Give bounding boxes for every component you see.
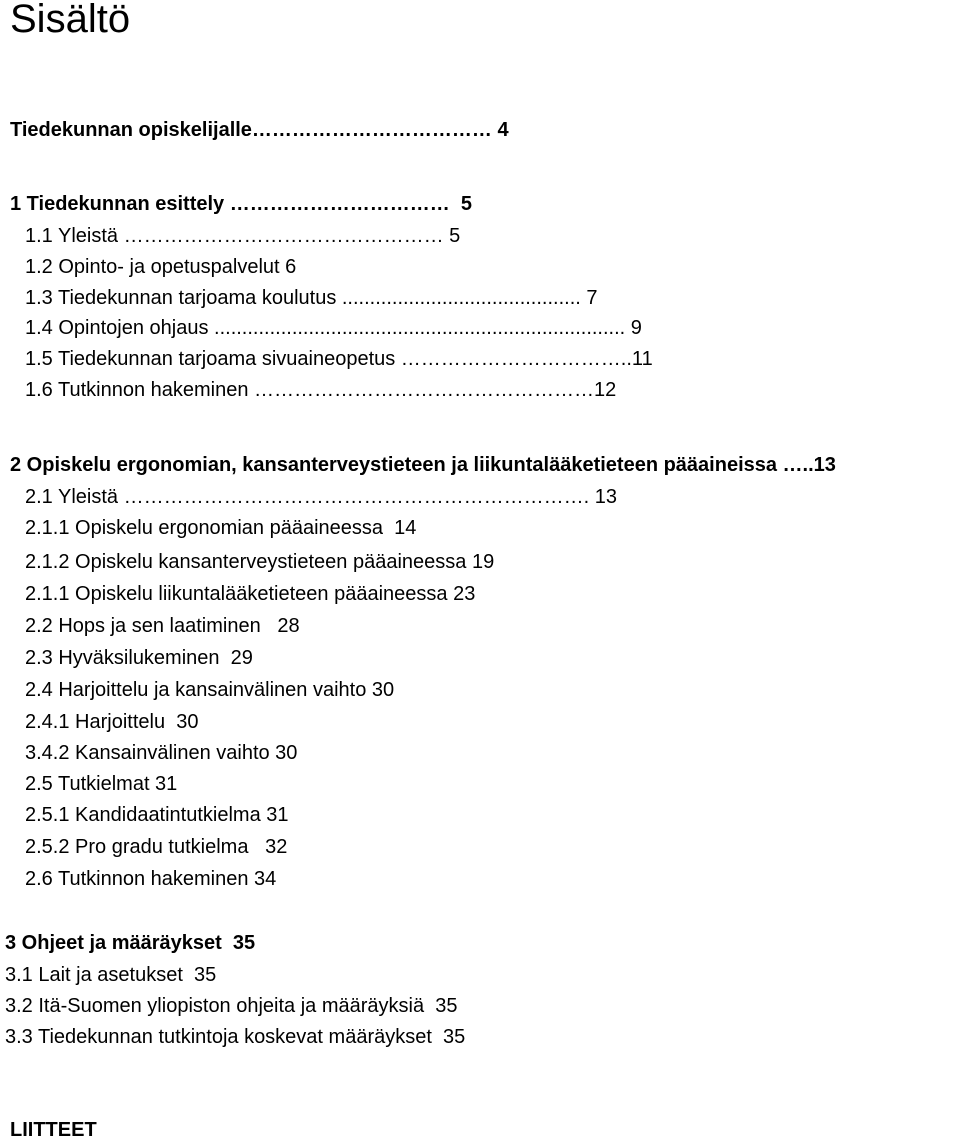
toc-entry-2[interactable]: 2 Opiskelu ergonomian, kansanterveystieteen ja liikuntalääketieteen pääaineissa …..13 [10,454,836,476]
toc-entry-1-5[interactable]: 1.5 Tiedekunnan tarjoama sivuaineopetus ……………………………..11 [25,348,653,370]
toc-entry-1-3[interactable]: 1.3 Tiedekunnan tarjoama koulutus ........................................... 7 [25,287,598,309]
toc-entry-2-3[interactable]: 2.3 Hyväksilukeminen 29 [25,647,253,669]
toc-entry-3-1[interactable]: 3.1 Lait ja asetukset 35 [5,964,217,986]
toc-entry-1[interactable]: 1 Tiedekunnan esittely …………………………… 5 [10,193,472,215]
toc-entry-3-4-2[interactable]: 3.4.2 Kansainvälinen vaihto 30 [25,742,298,764]
toc-entry-1-4[interactable]: 1.4 Opintojen ohjaus .......................................................................... 9 [25,317,642,339]
toc-entry-1-1[interactable]: 1.1 Yleistä ………………………………………… 5 [25,225,461,247]
toc-entry-2-1[interactable]: 2.1 Yleistä ……………………………………………………………. 13 [25,486,617,508]
toc-entry-2-2[interactable]: 2.2 Hops ja sen laatiminen 28 [25,615,300,637]
toc-entry-2-5-2[interactable]: 2.5.2 Pro gradu tutkielma 32 [25,836,288,858]
toc-entry-2-1-2[interactable]: 2.1.2 Opiskelu kansanterveystieteen pääaineessa 19 [25,551,495,573]
toc-entry-3-2[interactable]: 3.2 Itä-Suomen yliopiston ohjeita ja määräyksiä 35 [5,995,458,1017]
toc-entry-students[interactable]: Tiedekunnan opiskelijalle……………………………… 4 [10,119,509,141]
toc-entry-2-6[interactable]: 2.6 Tutkinnon hakeminen 34 [25,868,277,890]
toc-entry-2-4-1[interactable]: 2.4.1 Harjoittelu 30 [25,711,199,733]
toc-entry-2-1-1[interactable]: 2.1.1 Opiskelu ergonomian pääaineessa 14 [25,517,417,539]
toc-entry-3-3[interactable]: 3.3 Tiedekunnan tutkintoja koskevat määräykset 35 [5,1026,466,1048]
toc-entry-1-2[interactable]: 1.2 Opinto- ja opetuspalvelut 6 [25,256,297,278]
page-title: Sisältö [10,0,131,41]
toc-entry-2-1-1-b[interactable]: 2.1.1 Opiskelu liikuntalääketieteen pääaineessa 23 [25,583,476,605]
toc-entry-3[interactable]: 3 Ohjeet ja määräykset 35 [5,932,256,954]
appendix-heading: LIITTEET [10,1119,97,1141]
toc-entry-2-4[interactable]: 2.4 Harjoittelu ja kansainvälinen vaihto 30 [25,679,395,701]
toc-entry-2-5[interactable]: 2.5 Tutkielmat 31 [25,773,178,795]
toc-entry-1-6[interactable]: 1.6 Tutkinnon hakeminen ……………………………………………12 [25,379,617,401]
toc-entry-2-5-1[interactable]: 2.5.1 Kandidaatintutkielma 31 [25,804,289,826]
